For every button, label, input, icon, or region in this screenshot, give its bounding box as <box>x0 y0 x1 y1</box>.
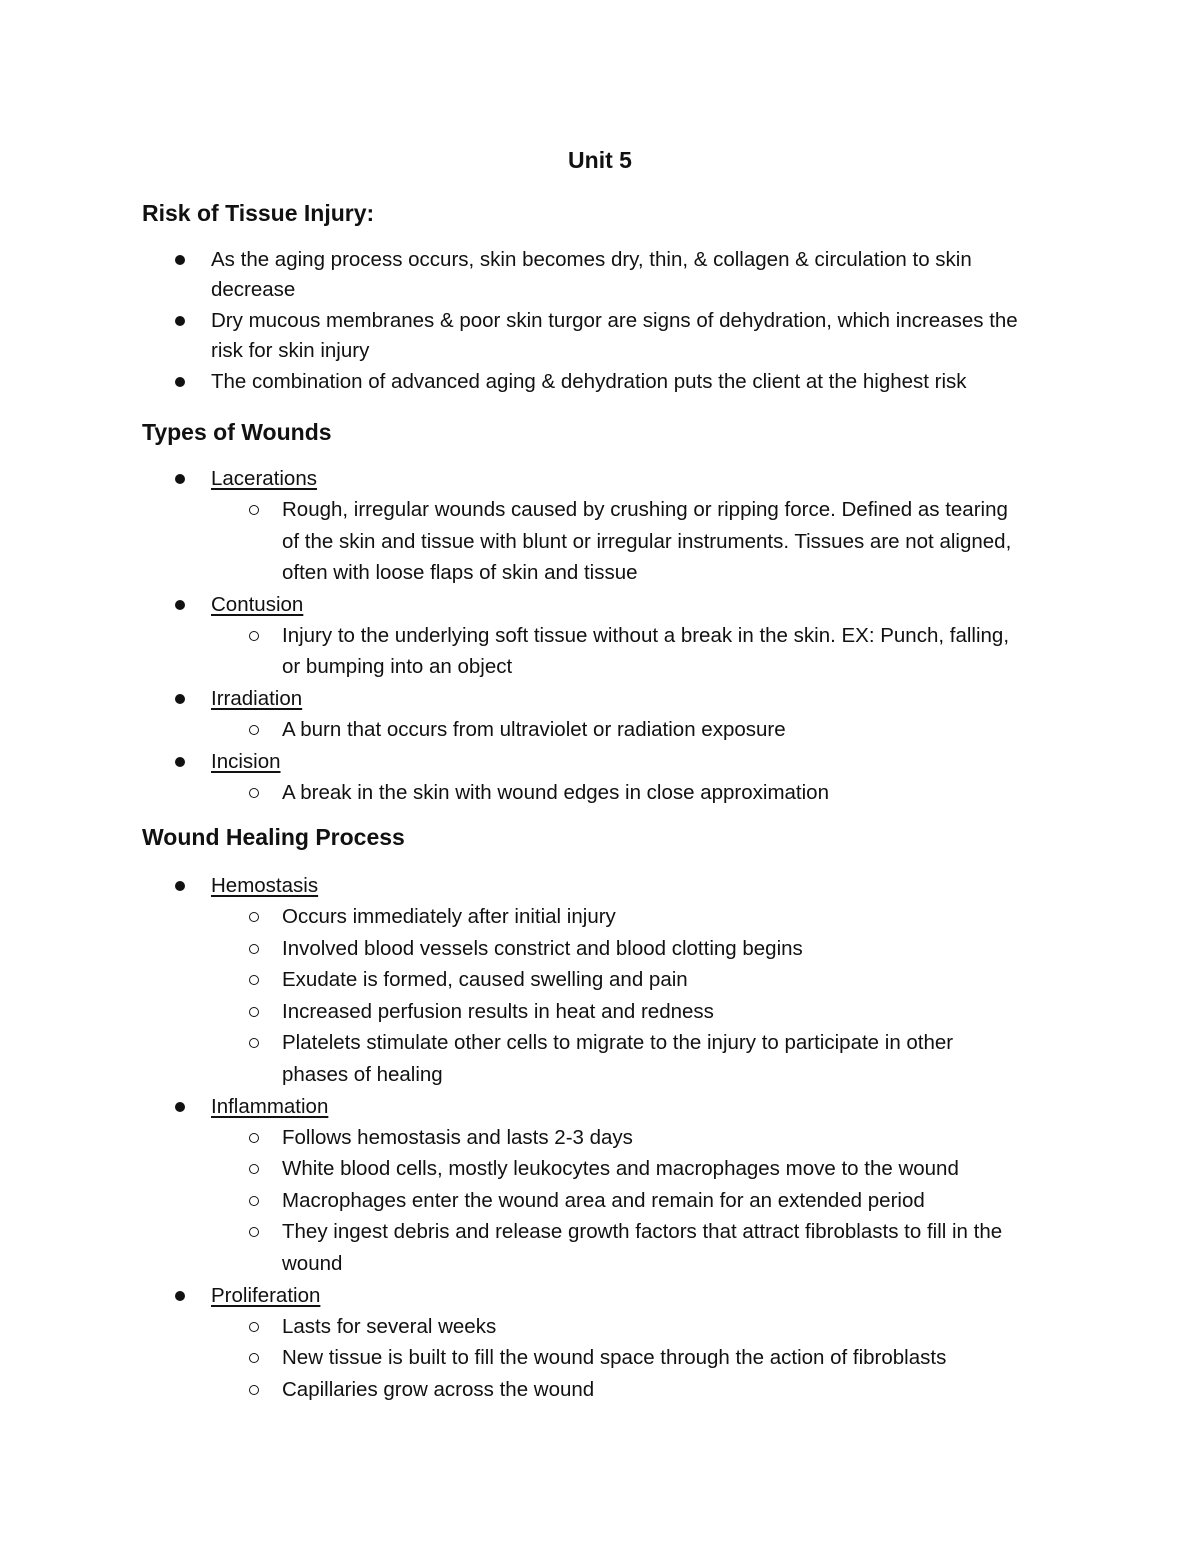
circle-bullet-icon <box>249 1007 259 1017</box>
sub-item-text: Exudate is formed, caused swelling and pain <box>282 968 688 992</box>
sub-item-text: Injury to the underlying soft tissue without a break in the skin. EX: Punch, falling, <box>282 623 1010 647</box>
sub-item-text: or bumping into an object <box>282 655 513 679</box>
bullet-icon <box>175 600 185 610</box>
circle-bullet-icon <box>249 1133 259 1143</box>
section-heading: Risk of Tissue Injury: <box>142 200 375 226</box>
sub-item-text: New tissue is built to fill the wound space through the action of fibroblasts <box>282 1346 947 1370</box>
circle-bullet-icon <box>249 1227 259 1237</box>
sub-item-text: of the skin and tissue with blunt or irregular instruments. Tissues are not aligned, <box>282 529 1012 553</box>
bullet-icon <box>175 255 185 265</box>
sub-item-text: often with loose flaps of skin and tissue <box>282 561 638 585</box>
list-item-label: Proliferation <box>211 1283 321 1307</box>
circle-bullet-icon <box>249 1038 259 1048</box>
bullet-icon <box>175 1102 185 1112</box>
bullet-icon <box>175 757 185 767</box>
sub-item-text: wound <box>282 1252 343 1275</box>
bullet-icon <box>175 881 185 891</box>
bullet-icon <box>175 474 185 484</box>
sub-item-text: Occurs immediately after initial injury <box>282 905 616 928</box>
circle-bullet-icon <box>249 1322 259 1332</box>
circle-bullet-icon <box>249 788 259 798</box>
section-heading: Wound Healing Process <box>142 824 405 850</box>
sub-item-text: They ingest debris and release growth factors that attract fibroblasts to fill in the <box>282 1220 1003 1244</box>
list-item-text: As the aging process occurs, skin becomes dry, thin, & collagen & circulation to skin <box>211 248 972 271</box>
list-item-label: Inflammation <box>211 1094 329 1118</box>
bullet-icon <box>175 1291 185 1301</box>
sub-item-text: A break in the skin with wound edges in close approximation <box>282 780 829 804</box>
list-item-label: Contusion <box>211 592 304 616</box>
sub-item-text: Follows hemostasis and lasts 2-3 days <box>282 1125 633 1149</box>
circle-bullet-icon <box>249 912 259 922</box>
circle-bullet-icon <box>249 944 259 954</box>
circle-bullet-icon <box>249 975 259 985</box>
list-item-label: Incision <box>211 749 281 773</box>
sub-item-text: Macrophages enter the wound area and remain for an extended period <box>282 1188 925 1212</box>
sub-item-text: Rough, irregular wounds caused by crushing or ripping force. Defined as tearing <box>282 498 1008 521</box>
list-item-label: Lacerations <box>211 467 317 490</box>
list-item-label: Irradiation <box>211 687 303 710</box>
sub-item-text: White blood cells, mostly leukocytes and macrophages move to the wound <box>282 1157 959 1181</box>
list-item-text: decrease <box>211 277 296 301</box>
sub-item-text: Capillaries grow across the wound <box>282 1377 595 1401</box>
bullet-icon <box>175 377 185 387</box>
sub-item-text: Lasts for several weeks <box>282 1314 497 1338</box>
sub-item-text: Increased perfusion results in heat and redness <box>282 999 714 1023</box>
circle-bullet-icon <box>249 1385 259 1395</box>
list-item-label: Hemostasis <box>211 874 319 897</box>
list-item-text: The combination of advanced aging & dehydration puts the client at the highest risk <box>211 370 967 393</box>
list-item-text: Dry mucous membranes & poor skin turgor are signs of dehydration, which increases the <box>211 309 1018 332</box>
circle-bullet-icon <box>249 725 259 735</box>
circle-bullet-icon <box>249 1164 259 1174</box>
section-heading: Types of Wounds <box>142 419 332 445</box>
sub-item-text: Involved blood vessels constrict and blood clotting begins <box>282 936 803 960</box>
page-title: Unit 5 <box>568 147 632 173</box>
bullet-icon <box>175 694 185 704</box>
circle-bullet-icon <box>249 505 259 515</box>
sub-item-text: A burn that occurs from ultraviolet or radiation exposure <box>282 718 786 741</box>
circle-bullet-icon <box>249 631 259 641</box>
bullet-icon <box>175 316 185 326</box>
sub-item-text: Platelets stimulate other cells to migrate to the injury to participate in other <box>282 1031 954 1055</box>
circle-bullet-icon <box>249 1196 259 1206</box>
circle-bullet-icon <box>249 1353 259 1363</box>
list-item-text: risk for skin injury <box>211 338 370 362</box>
sub-item-text: phases of healing <box>282 1063 443 1086</box>
